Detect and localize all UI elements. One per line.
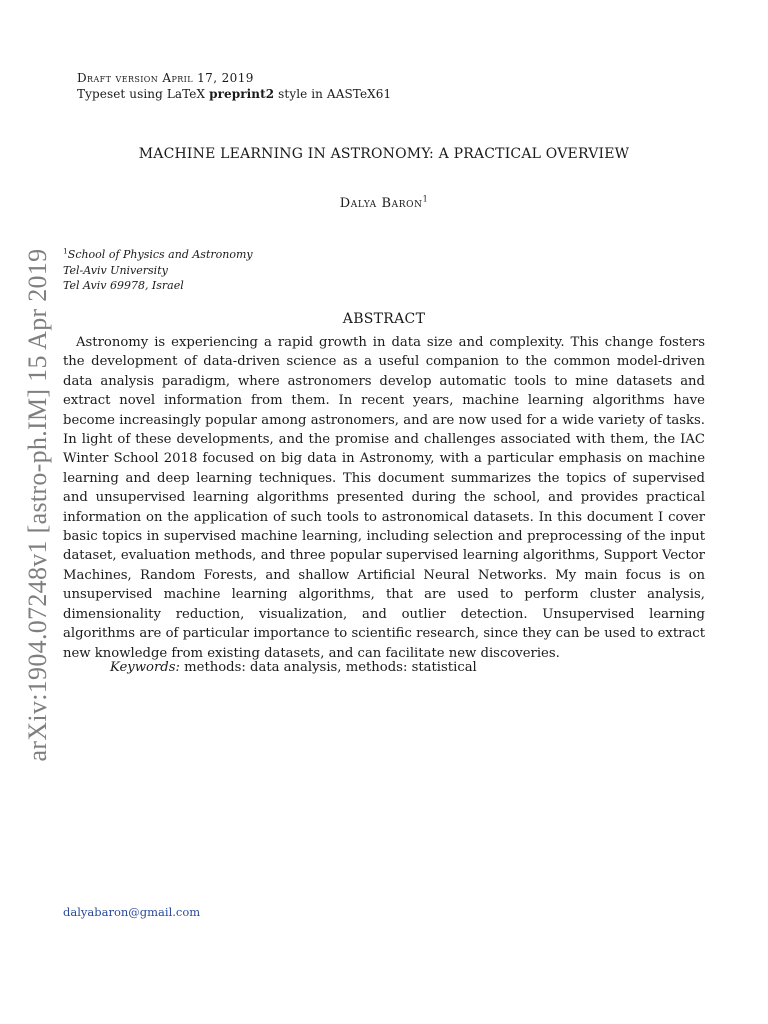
keywords-label: Keywords: <box>110 660 180 675</box>
keywords-value: methods: data analysis, methods: statistical <box>179 660 477 675</box>
paper-title: MACHINE LEARNING IN ASTRONOMY: A PRACTICAL OVERVIEW <box>138 146 630 162</box>
affiliation-block <box>63 247 253 294</box>
typeset-style-name: preprint2 <box>209 87 275 101</box>
affiliation-line-3: Tel Aviv 69978, Israel <box>63 279 184 292</box>
latex-logo: LaTeX <box>166 87 206 101</box>
author-email-link[interactable]: dalyabaron@gmail.com <box>63 905 201 919</box>
keywords-line <box>110 660 477 675</box>
author-affil-mark: 1 <box>422 194 429 204</box>
typeset-prefix: Typeset using <box>77 87 167 101</box>
author-name: Dalya Baron <box>339 196 423 211</box>
affiliation-school: School of Physics and Astronomy <box>67 248 253 261</box>
affiliation-mark: 1 <box>63 246 68 256</box>
abstract-heading: ABSTRACT <box>342 311 426 327</box>
affiliation-line-1 <box>63 247 253 263</box>
abstract-text: Astronomy is experiencing a rapid growth in data size and complexity. This change fosters the development of data-driven science as a useful companion to the common model-driven data analysis paradigm, where astronomers develop automatic tools to mine datasets and extract novel information from them. In recent years, machine learning algorithms have become increasingly popular among astronomers, and are now used for a wide variety of tasks. In light of these developments, and the promise and challenges associated with them, the IAC Winter School 2018 focused on big data in Astronomy, with a particular emphasis on machine learning and deep learning techniques. This document summarizes the topics of supervised and unsupervised learning algorithms presented during the school, and provides practical information on the application of such tools to astronomical datasets. In this document I cover basic topics in supervised machine learning, including selection and preprocessing of the input dataset, evaluation methods, and three popular supervised learning algorithms, Support Vector Machines, Random Forests, and shallow Artificial Neural Networks. My main focus is on unsupervised machine learning algorithms, that are used to perform cluster analysis, dimensionality reduction, visualization, and outlier detection. Unsupervised learning algorithms are of particular importance to scientific research, since they can be used to extract new knowledge from existing datasets, and can facilitate new discoveries. <box>63 335 705 661</box>
draft-version-line: Draft version April 17, 2019 <box>77 71 254 85</box>
typeset-line <box>77 86 391 102</box>
affiliation-line-2: Tel-Aviv University <box>63 263 168 277</box>
typeset-suffix: style in AASTeX61 <box>274 87 392 101</box>
author-line <box>0 196 768 211</box>
preprint-header <box>77 70 391 102</box>
arxiv-identifier-stamp: arXiv:1904.07248v1 [astro-ph.IM] 15 Apr 2019 <box>23 248 52 762</box>
